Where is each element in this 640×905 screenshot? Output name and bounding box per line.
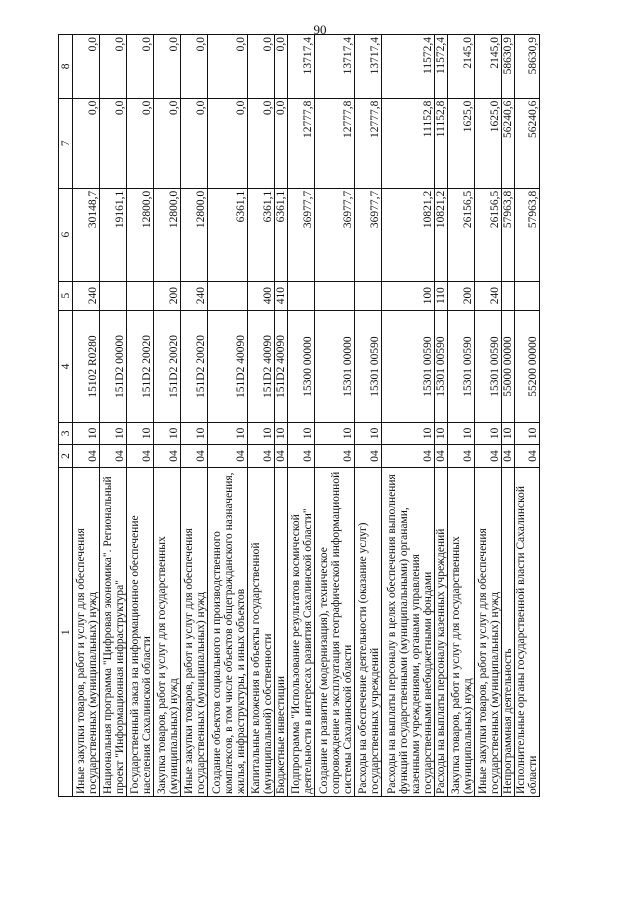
- budget-table: [58, 34, 540, 797]
- row-target-article-cell: 15301 00590: [435, 310, 448, 423]
- row-subsection-cell: 10: [435, 423, 448, 444]
- table-row: [315, 35, 355, 797]
- row-subsection-cell: 10: [382, 423, 435, 444]
- row-amount-year1-cell: 12800,0: [127, 188, 154, 281]
- row-amount-year3-cell: 13717,4: [315, 35, 355, 99]
- row-amount-year2-cell: 0,0: [181, 98, 208, 188]
- table-row: [73, 35, 100, 797]
- row-amount-year3-cell: 13717,4: [288, 35, 315, 99]
- row-section-cell: 04: [288, 444, 315, 468]
- header-col-1: 1: [59, 468, 73, 797]
- row-target-article-cell: 15301 00000: [315, 310, 355, 423]
- row-target-article-cell: 55200 00000: [515, 310, 540, 423]
- row-expense-type-cell: [355, 281, 382, 310]
- row-section-cell: 04: [181, 444, 208, 468]
- row-amount-year2-cell: 12777,8: [315, 98, 355, 188]
- row-name-cell: Закупка товаров, работ и услуг для государственных (муниципальных) нужд: [154, 468, 181, 797]
- row-expense-type-cell: [502, 281, 515, 310]
- row-expense-type-cell: 200: [448, 281, 475, 310]
- row-section-cell: 04: [382, 444, 435, 468]
- row-subsection-cell: 10: [475, 423, 502, 444]
- row-amount-year2-cell: 11152,8: [435, 98, 448, 188]
- row-amount-year2-cell: 0,0: [100, 98, 127, 188]
- row-amount-year2-cell: 0,0: [248, 98, 275, 188]
- row-target-article-cell: 151D2 00000: [100, 310, 127, 423]
- header-col-4: 4: [59, 310, 73, 423]
- row-subsection-cell: 10: [73, 423, 100, 444]
- row-section-cell: 04: [502, 444, 515, 468]
- table-body: [73, 35, 540, 797]
- row-amount-year1-cell: 57963,8: [515, 188, 540, 281]
- row-amount-year1-cell: 30148,7: [73, 188, 100, 281]
- table-row: [100, 35, 127, 797]
- row-expense-type-cell: [288, 281, 315, 310]
- row-section-cell: 04: [127, 444, 154, 468]
- row-section-cell: 04: [154, 444, 181, 468]
- row-target-article-cell: 15301 00590: [448, 310, 475, 423]
- row-amount-year2-cell: 0,0: [73, 98, 100, 188]
- row-amount-year3-cell: 11572,4: [435, 35, 448, 99]
- row-expense-type-cell: 240: [181, 281, 208, 310]
- row-name-cell: Непрограммная деятельность: [502, 468, 515, 797]
- row-target-article-cell: 151D2 20020: [181, 310, 208, 423]
- row-expense-type-cell: [208, 281, 248, 310]
- row-amount-year1-cell: 57963,8: [502, 188, 515, 281]
- row-subsection-cell: 10: [502, 423, 515, 444]
- header-col-5: 5: [59, 281, 73, 310]
- row-amount-year1-cell: 12800,0: [181, 188, 208, 281]
- table-row: [435, 35, 448, 797]
- row-name-cell: Подпрограмма "Использование результатов космической деятельности в интересах развития Сахалинской области": [288, 468, 315, 797]
- row-target-article-cell: 151D2 20020: [154, 310, 181, 423]
- table-row: [127, 35, 154, 797]
- row-amount-year3-cell: 13717,4: [355, 35, 382, 99]
- row-name-cell: Закупка товаров, работ и услуг для государственных (муниципальных) нужд: [448, 468, 475, 797]
- table-row: [382, 35, 435, 797]
- row-subsection-cell: 10: [315, 423, 355, 444]
- row-name-cell: Иные закупки товаров, работ и услуг для обеспечения государственных (муниципальных) нужд: [181, 468, 208, 797]
- header-col-6: 6: [59, 188, 73, 281]
- row-expense-type-cell: [315, 281, 355, 310]
- row-name-cell: Создание и развитие (модернизация), техническое сопровождение и эксплуатация географической информационной системы Сахалинской области: [315, 468, 355, 797]
- row-amount-year2-cell: 12777,8: [288, 98, 315, 188]
- row-subsection-cell: 10: [515, 423, 540, 444]
- row-amount-year3-cell: 0,0: [100, 35, 127, 99]
- row-expense-type-cell: [515, 281, 540, 310]
- table-header-row: [59, 35, 73, 797]
- header-col-7: 7: [59, 98, 73, 188]
- row-section-cell: 04: [73, 444, 100, 468]
- table-row: [448, 35, 475, 797]
- row-amount-year1-cell: 36977,7: [315, 188, 355, 281]
- row-subsection-cell: 10: [355, 423, 382, 444]
- budget-table-container: [58, 34, 613, 797]
- row-amount-year1-cell: 26156,5: [448, 188, 475, 281]
- row-amount-year2-cell: 0,0: [208, 98, 248, 188]
- row-name-cell: Расходы на обеспечение деятельности (оказание услуг) государственных учреждений: [355, 468, 382, 797]
- row-amount-year3-cell: 2145,0: [475, 35, 502, 99]
- row-name-cell: Иные закупки товаров, работ и услуг для обеспечения государственных (муниципальных) нужд: [73, 468, 100, 797]
- header-col-8: 8: [59, 35, 73, 99]
- row-section-cell: 04: [100, 444, 127, 468]
- row-name-cell: Создание объектов социального и производственного комплексов, в том числе объектов общегражданского назначения, жилья, инфраструктуры, и иных объектов: [208, 468, 248, 797]
- row-amount-year2-cell: 11152,8: [382, 98, 435, 188]
- row-name-cell: Иные закупки товаров, работ и услуг для обеспечения государственных (муниципальных) нужд: [475, 468, 502, 797]
- row-subsection-cell: 10: [208, 423, 248, 444]
- row-subsection-cell: 10: [448, 423, 475, 444]
- row-name-cell: Бюджетные инвестиции: [275, 468, 288, 797]
- table-row: [154, 35, 181, 797]
- row-amount-year1-cell: 36977,7: [355, 188, 382, 281]
- table-row: [515, 35, 540, 797]
- row-amount-year3-cell: 0,0: [275, 35, 288, 99]
- row-amount-year2-cell: 56240,6: [502, 98, 515, 188]
- row-expense-type-cell: [127, 281, 154, 310]
- table-row: [275, 35, 288, 797]
- page-number: 90: [313, 22, 327, 37]
- header-col-2: 2: [59, 444, 73, 468]
- row-name-cell: Государственный заказ на информационное обеспечение населения Сахалинской области: [127, 468, 154, 797]
- row-subsection-cell: 10: [100, 423, 127, 444]
- row-section-cell: 04: [248, 444, 275, 468]
- table-row: [248, 35, 275, 797]
- row-amount-year3-cell: 0,0: [73, 35, 100, 99]
- row-section-cell: 04: [475, 444, 502, 468]
- row-amount-year3-cell: 0,0: [181, 35, 208, 99]
- row-section-cell: 04: [275, 444, 288, 468]
- table-row: [208, 35, 248, 797]
- row-amount-year3-cell: 11572,4: [382, 35, 435, 99]
- row-target-article-cell: 151D2 40090: [248, 310, 275, 423]
- row-expense-type-cell: [100, 281, 127, 310]
- row-amount-year3-cell: 58630,9: [515, 35, 540, 99]
- row-amount-year1-cell: 19161,1: [100, 188, 127, 281]
- row-target-article-cell: 151D2 40090: [275, 310, 288, 423]
- row-amount-year2-cell: 0,0: [127, 98, 154, 188]
- row-amount-year1-cell: 10821,2: [435, 188, 448, 281]
- table-row: [181, 35, 208, 797]
- row-section-cell: 04: [355, 444, 382, 468]
- row-amount-year3-cell: 2145,0: [448, 35, 475, 99]
- row-section-cell: 04: [208, 444, 248, 468]
- row-amount-year1-cell: 26156,5: [475, 188, 502, 281]
- row-target-article-cell: 151D2 20020: [127, 310, 154, 423]
- row-name-cell: Расходы на выплаты персоналу в целях обеспечения выполнения функций государственными (муниципальными) органами, казенными учреждениями, органами управления государственными внебюджетными фондами: [382, 468, 435, 797]
- row-subsection-cell: 10: [288, 423, 315, 444]
- row-subsection-cell: 10: [127, 423, 154, 444]
- row-name-cell: Национальная программа "Цифровая экономика". Региональный проект "Информационная инфраструктура": [100, 468, 127, 797]
- row-target-article-cell: 15300 00000: [288, 310, 315, 423]
- row-subsection-cell: 10: [248, 423, 275, 444]
- row-target-article-cell: 15301 00590: [355, 310, 382, 423]
- row-section-cell: 04: [315, 444, 355, 468]
- row-name-cell: Капитальные вложения в объекты государственной (муниципальной) собственности: [248, 468, 275, 797]
- row-amount-year3-cell: 0,0: [248, 35, 275, 99]
- row-expense-type-cell: 100: [382, 281, 435, 310]
- table-row: [475, 35, 502, 797]
- table-row: [355, 35, 382, 797]
- row-expense-type-cell: 110: [435, 281, 448, 310]
- row-amount-year2-cell: 1625,0: [448, 98, 475, 188]
- row-amount-year1-cell: 10821,2: [382, 188, 435, 281]
- row-name-cell: Исполнительные органы государственной власти Сахалинской области: [515, 468, 540, 797]
- header-col-3: 3: [59, 423, 73, 444]
- row-amount-year3-cell: 0,0: [208, 35, 248, 99]
- table-row: [502, 35, 515, 797]
- row-expense-type-cell: 400: [248, 281, 275, 310]
- row-subsection-cell: 10: [181, 423, 208, 444]
- row-amount-year3-cell: 58630,9: [502, 35, 515, 99]
- row-amount-year1-cell: 6361,1: [248, 188, 275, 281]
- row-amount-year2-cell: 12777,8: [355, 98, 382, 188]
- row-expense-type-cell: 410: [275, 281, 288, 310]
- row-expense-type-cell: 240: [73, 281, 100, 310]
- table-row: [288, 35, 315, 797]
- row-amount-year1-cell: 6361,1: [275, 188, 288, 281]
- row-section-cell: 04: [515, 444, 540, 468]
- row-amount-year2-cell: 0,0: [275, 98, 288, 188]
- row-subsection-cell: 10: [154, 423, 181, 444]
- row-subsection-cell: 10: [275, 423, 288, 444]
- row-amount-year1-cell: 6361,1: [208, 188, 248, 281]
- row-target-article-cell: 55000 00000: [502, 310, 515, 423]
- row-amount-year2-cell: 56240,6: [515, 98, 540, 188]
- row-amount-year3-cell: 0,0: [127, 35, 154, 99]
- row-target-article-cell: 15301 00590: [382, 310, 435, 423]
- row-amount-year2-cell: 0,0: [154, 98, 181, 188]
- row-target-article-cell: 15301 00590: [475, 310, 502, 423]
- row-section-cell: 04: [448, 444, 475, 468]
- row-amount-year1-cell: 36977,7: [288, 188, 315, 281]
- row-amount-year3-cell: 0,0: [154, 35, 181, 99]
- row-target-article-cell: 15102 R0280: [73, 310, 100, 423]
- row-target-article-cell: 151D2 40090: [208, 310, 248, 423]
- row-expense-type-cell: 240: [475, 281, 502, 310]
- row-amount-year2-cell: 1625,0: [475, 98, 502, 188]
- row-section-cell: 04: [435, 444, 448, 468]
- row-expense-type-cell: 200: [154, 281, 181, 310]
- row-amount-year1-cell: 12800,0: [154, 188, 181, 281]
- row-name-cell: Расходы на выплаты персоналу казенных учреждений: [435, 468, 448, 797]
